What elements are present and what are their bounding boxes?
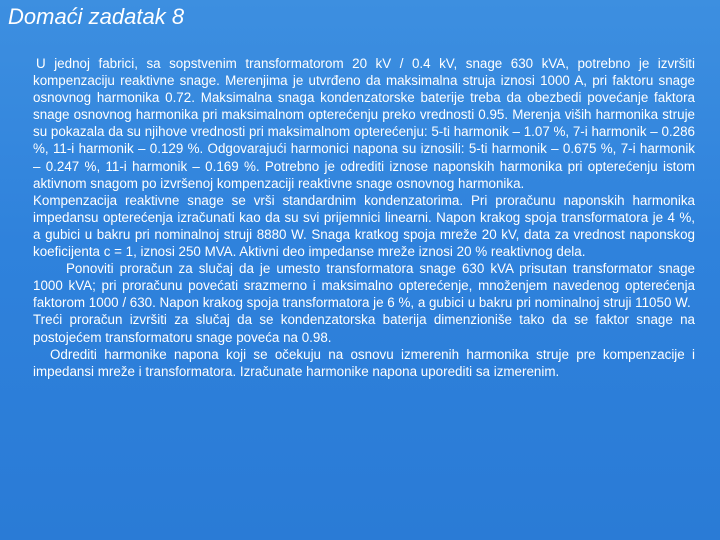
slide-body: [33, 55, 695, 380]
paragraph-harmonics-comparison: Odrediti harmonike napona koji se očekuju na osnovu izmerenih harmonika struje pre kompenzacije i impedansi mreže i transformatora. Izračunate harmonike napona uporediti sa izmerenim.: [33, 346, 695, 379]
slide-title: Domaći zadatak 8: [8, 4, 185, 29]
paragraph-problem-statement: U jednoj fabrici, sa sopstvenim transformatorom 20 kV / 0.4 kV, snage 630 kVA, potrebno je izvršiti kompenzaciju reaktivne snage. Merenjima je utvrđeno da maksimalna struja iznosi 1000 A, pri faktoru snage osnovnog harmonika 0.72. Maksimalna snaga kondenzatorske baterije treba da obezbedi povećanje faktora snage osnovnog harmonika pri maksimalnom opterećenju preko vrednosti 0.95. Merenja viših harmonika struje su pokazala da su njihove vrednosti pri maksimalnom opterećenju: 5-ti harmonik – 1.07 %, 7-i harmonik – 0.286 %, 11-i harmonik – 0.129 %. Odgovarajući harmonici napona su iznosili: 5-ti harmonik – 0.675 %, 7-i harmonik – 0.247 %, 11-i harmonik – 0.169 %. Potrebno je odrediti iznose naponskih harmonika pri opterećenju istom aktivnom snagom po izvršenoj kompenzaciji reaktivne snage osnovnog harmonika.: [33, 56, 695, 191]
paragraph-compensation-details: Kompenzacija reaktivne snage se vrši standardnim kondenzatorima. Pri proračunu naponskih harmonika impedansu opterećenja izračunati kao da su svi prijemnici linearni. Napon krakog spoja transformatora je 4 %, a gubici u bakru pri nominalnoj struji 8880 W. Snaga kratkog spoja mreže 20 kV, data za vrednost naponskog koeficijenta c = 1, iznosi 250 MVA. Aktivni deo impedanse mreže iznosi 20 % reaktivnog dela.: [33, 192, 695, 260]
paragraph-third-calculation: Treći proračun izvršiti za slučaj da se kondenzatorska baterija dimenzioniše tako da se faktor snage na postojećem transformatoru snage poveća na 0.98.: [33, 312, 695, 345]
paragraph-second-calculation: Ponoviti proračun za slučaj da je umesto transformatora snage 630 kVA prisutan transformator snage 1000 kVA; pri proračunu povećati srazmerno i maksimalno opterećenje, množenjem navedenog opterećenja faktorom 1000 / 630. Napon krakog spoja transformatora je 6 %, a gubici u bakru pri nominalnoj struji 11050 W.: [33, 261, 695, 311]
